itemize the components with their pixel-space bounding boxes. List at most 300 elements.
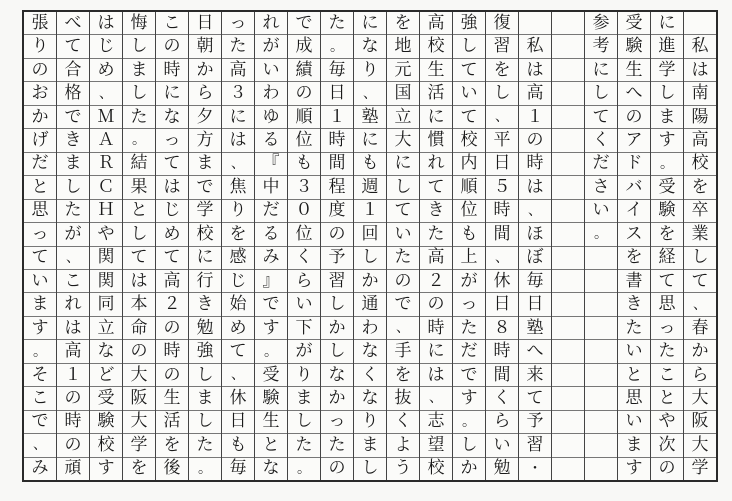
grid-cell: 勉 [493,458,511,479]
grid-cell: 日 [321,82,353,105]
manuscript-column [551,12,584,480]
grid-cell: て [420,176,452,199]
grid-cell: し [453,434,485,457]
grid-cell: か [321,387,353,410]
grid-cell: て [123,247,155,270]
grid-cell: り [354,59,386,82]
grid-cell: 時 [519,153,551,176]
grid-cell: 『 [255,153,287,176]
grid-cell: 通 [354,293,386,316]
grid-cell: に [420,106,452,129]
grid-cell: 。 [651,153,683,176]
grid-cell: き [57,129,89,152]
grid-cell: わ [354,317,386,340]
grid-cell: ど [90,364,122,387]
grid-cell: 、 [222,364,254,387]
grid-cell: 時 [57,411,89,434]
grid-cell: し [57,176,89,199]
grid-cell: と [255,434,287,457]
grid-cell: い [24,270,56,293]
grid-cell: て [156,153,188,176]
grid-cell: が [453,270,485,293]
grid-cell [552,270,584,293]
grid-cell: Ｍ [90,106,122,129]
grid-cell: た [288,434,320,457]
grid-cell: 、 [420,387,452,410]
grid-cell: 来 [519,364,551,387]
grid-cell: め [222,317,254,340]
grid-cell: て [684,270,716,293]
grid-cell: る [255,129,287,152]
grid-cell: 績 [288,59,320,82]
grid-cell: は [519,59,551,82]
grid-cell: 受 [651,176,683,199]
grid-cell [552,176,584,199]
grid-cell: 私 [519,35,551,58]
grid-cell: ま [288,387,320,410]
grid-cell: か [321,317,353,340]
grid-cell: の [328,458,346,479]
grid-cell: 習 [321,270,353,293]
grid-cell: は [519,176,551,199]
grid-cell: 学 [651,59,683,82]
grid-cell [552,59,584,82]
grid-cell: い [255,59,287,82]
grid-cell: 日 [222,411,254,434]
grid-cell: た [222,35,254,58]
grid-cell: 、 [486,106,518,129]
grid-cell: ３ [288,176,320,199]
grid-cell: も [354,153,386,176]
grid-cell: っ [156,129,188,152]
manuscript-column [650,12,683,480]
grid-cell: 思 [651,293,683,316]
manuscript-column [320,12,353,480]
grid-cell: る [255,223,287,246]
grid-cell: な [156,106,188,129]
grid-cell: し [651,82,683,105]
manuscript-column [419,12,452,480]
grid-cell: Ｒ [90,153,122,176]
grid-cell: た [651,340,683,363]
grid-cell: こ [24,387,56,410]
grid-cell: 時 [156,59,188,82]
grid-cell: 平 [486,129,518,152]
grid-cell: し [288,411,320,434]
grid-cell: 日 [486,153,518,176]
grid-cell: て [222,340,254,363]
grid-cell: の [288,82,320,105]
grid-cell: で [453,364,485,387]
grid-cell: し [321,340,353,363]
grid-cell: 参 [585,12,617,35]
grid-cell: 同 [90,293,122,316]
grid-cell: 大 [387,129,419,152]
grid-cell: に [651,12,683,35]
grid-cell [585,270,617,293]
grid-cell: 。 [198,460,212,477]
grid-cell: ０ [288,200,320,223]
manuscript-column [89,12,122,480]
grid-cell: を [156,434,188,457]
grid-cell: 位 [288,129,320,152]
manuscript-column [155,12,188,480]
grid-cell: 進 [651,35,683,58]
grid-cell: 。 [297,460,311,477]
grid-cell: で [288,12,320,35]
grid-cell: 高 [420,247,452,270]
grid-cell: の [57,387,89,410]
grid-cell: よ [387,434,419,457]
grid-cell: し [189,411,221,434]
grid-cell: じ [156,200,188,223]
grid-cell: へ [519,340,551,363]
grid-cell: 生 [618,59,650,82]
grid-cell: っ [453,293,485,316]
manuscript-column [188,12,221,480]
grid-cell: 間 [486,364,518,387]
grid-cell: 、 [57,247,89,270]
manuscript-column [122,12,155,480]
manuscript-column [221,12,254,480]
grid-cell: れ [255,12,287,35]
grid-cell: 強 [189,340,221,363]
grid-cell: ま [24,293,56,316]
grid-cell: 』 [255,270,287,293]
grid-cell: ま [354,434,386,457]
grid-cell: 学 [123,434,155,457]
grid-cell [552,293,584,316]
grid-cell [552,247,584,270]
grid-cell: て [651,270,683,293]
grid-cell [519,12,551,35]
grid-cell: た [387,247,419,270]
grid-cell: 塾 [354,106,386,129]
grid-cell: 験 [90,411,122,434]
grid-cell: 業 [684,223,716,246]
grid-cell: 学 [691,458,709,479]
grid-cell: 立 [90,317,122,340]
grid-cell: を [387,364,419,387]
grid-cell: 、 [90,82,122,105]
grid-cell: も [222,434,254,457]
grid-cell: 予 [321,247,353,270]
grid-cell: み [255,247,287,270]
grid-cell: に [156,82,188,105]
grid-cell [552,387,584,410]
grid-cell [552,364,584,387]
grid-cell: 復 [486,12,518,35]
grid-cell: れ [57,293,89,316]
grid-cell: 焦 [222,176,254,199]
grid-cell: く [486,387,518,410]
grid-cell: に [420,340,452,363]
grid-cell: １ [321,106,353,129]
grid-cell: ８ [486,317,518,340]
grid-cell: 毎 [321,59,353,82]
grid-cell: の [156,35,188,58]
grid-cell: た [321,12,353,35]
grid-cell: 校 [427,458,445,479]
grid-cell: 学 [189,200,221,223]
grid-cell [552,340,584,363]
grid-cell: 毎 [519,270,551,293]
grid-cell: に [387,153,419,176]
grid-cell: 受 [255,364,287,387]
grid-cell: だ [255,200,287,223]
grid-cell: を [222,223,254,246]
grid-cell: 、 [24,434,56,457]
grid-cell: ら [486,411,518,434]
grid-cell: で [24,411,56,434]
grid-cell: っ [321,411,353,434]
grid-cell: じ [90,35,122,58]
grid-cell: 思 [618,387,650,410]
grid-cell: 合 [57,59,89,82]
manuscript-column [287,12,320,480]
grid-cell: じ [222,270,254,293]
grid-cell: 頑 [64,458,82,479]
grid-cell: 高 [420,12,452,35]
grid-cell: 勉 [189,317,221,340]
grid-cell: 験 [651,200,683,223]
manuscript-column [254,12,287,480]
grid-cell: げ [24,129,56,152]
grid-cell: 高 [519,82,551,105]
grid-cell: だ [585,153,617,176]
grid-cell: に [189,247,221,270]
grid-cell: 夕 [189,106,221,129]
genkou-grid [22,10,718,482]
grid-cell [684,12,716,35]
grid-cell: す [453,387,485,410]
grid-cell: し [486,82,518,105]
grid-cell: 命 [123,317,155,340]
grid-cell [585,293,617,316]
grid-cell: 書 [618,270,650,293]
grid-cell: 行 [189,270,221,293]
grid-cell: し [684,247,716,270]
grid-cell: や [90,223,122,246]
grid-cell: 国 [387,82,419,105]
grid-cell: 感 [222,247,254,270]
grid-cell: 。 [123,129,155,152]
grid-cell: の [321,223,353,246]
grid-cell: 間 [321,153,353,176]
grid-cell: バ [618,176,650,199]
grid-cell [552,458,584,480]
grid-cell: 、 [387,317,419,340]
grid-cell: お [24,82,56,105]
grid-cell: だ [453,340,485,363]
grid-cell: 日 [486,293,518,316]
grid-cell [585,317,617,340]
grid-cell [585,340,617,363]
grid-cell: め [156,223,188,246]
grid-cell: １ [57,364,89,387]
grid-cell: は [222,129,254,152]
grid-cell: 受 [618,12,650,35]
grid-cell: Ｃ [90,176,122,199]
grid-cell: イ [618,200,650,223]
grid-cell [585,387,617,410]
manuscript-column [683,12,716,480]
grid-cell: 望 [420,434,452,457]
grid-cell: 順 [288,106,320,129]
grid-cell: 度 [321,200,353,223]
grid-cell: 地 [387,35,419,58]
grid-cell: 中 [255,176,287,199]
grid-cell [552,153,584,176]
grid-cell: で [57,106,89,129]
grid-cell: い [618,340,650,363]
grid-cell: な [321,364,353,387]
grid-cell: し [123,35,155,58]
grid-cell: た [453,317,485,340]
grid-cell: Ｈ [90,200,122,223]
manuscript-column [386,12,419,480]
grid-cell: 験 [255,387,287,410]
grid-cell: な [354,387,386,410]
grid-cell: っ [651,317,683,340]
grid-cell [552,12,584,35]
grid-cell: た [321,434,353,457]
grid-cell: か [189,59,221,82]
grid-cell: 張 [24,12,56,35]
grid-cell: 阪 [684,411,716,434]
grid-cell: し [123,223,155,246]
grid-cell: し [361,458,379,479]
grid-cell: し [321,293,353,316]
grid-cell: 結 [123,153,155,176]
grid-cell: 休 [222,387,254,410]
grid-cell: ま [57,153,89,176]
grid-cell: 習 [519,434,551,457]
grid-cell: い [618,411,650,434]
grid-cell: く [387,411,419,434]
grid-cell: 大 [123,364,155,387]
grid-cell: の [57,434,89,457]
grid-cell: ら [189,82,221,105]
grid-cell: 、 [486,247,518,270]
grid-cell: 高 [684,129,716,152]
grid-cell: な [262,458,280,479]
grid-cell: み [31,458,49,479]
grid-cell: 次 [651,434,683,457]
grid-cell: で [387,293,419,316]
grid-cell: て [453,106,485,129]
grid-cell [552,434,584,457]
manuscript-column [617,12,650,480]
grid-cell: さ [585,176,617,199]
grid-cell: へ [618,82,650,105]
grid-cell: 生 [156,387,188,410]
grid-cell: も [288,153,320,176]
grid-cell: 強 [453,12,485,35]
grid-cell: っ [222,12,254,35]
grid-cell: は [123,270,155,293]
grid-cell: い [387,223,419,246]
grid-cell: の [658,458,676,479]
grid-cell: 方 [189,129,221,152]
grid-cell: 悔 [123,12,155,35]
grid-cell: を [130,458,148,479]
grid-cell: て [57,35,89,58]
grid-cell: は [156,176,188,199]
grid-cell: 、 [519,200,551,223]
grid-cell: た [189,434,221,457]
grid-cell: か [24,106,56,129]
grid-cell: 志 [420,411,452,434]
grid-cell: は [90,12,122,35]
grid-cell: ほ [519,223,551,246]
grid-cell [585,458,617,480]
grid-cell: い [288,293,320,316]
grid-cell: 校 [90,434,122,457]
grid-cell [552,411,584,434]
grid-cell: で [189,176,221,199]
grid-cell: 時 [486,200,518,223]
grid-cell: す [24,317,56,340]
grid-cell: て [519,387,551,410]
grid-cell: 成 [288,35,320,58]
grid-cell: て [387,200,419,223]
grid-cell: こ [651,364,683,387]
manuscript-column [584,12,617,480]
grid-cell: 位 [453,200,485,223]
grid-cell: 、 [354,82,386,105]
grid-cell: 高 [222,59,254,82]
grid-cell: 阪 [123,387,155,410]
grid-cell: 位 [288,223,320,246]
grid-cell: の [156,317,188,340]
grid-cell: 卒 [684,200,716,223]
grid-cell: 塾 [519,317,551,340]
grid-cell: り [24,35,56,58]
grid-cell: 下 [288,317,320,340]
grid-cell: ま [651,106,683,129]
manuscript-column [353,12,386,480]
grid-cell: を [618,247,650,270]
grid-cell: の [156,364,188,387]
grid-cell: 時 [156,340,188,363]
grid-cell: 大 [684,434,716,457]
grid-cell: き [189,293,221,316]
grid-cell: 関 [90,247,122,270]
grid-cell [552,129,584,152]
grid-cell: の [123,340,155,363]
grid-cell: ま [189,387,221,410]
grid-cell: 日 [519,293,551,316]
grid-cell [585,411,617,434]
grid-cell: と [618,364,650,387]
grid-cell: す [255,317,287,340]
grid-cell: が [255,35,287,58]
grid-cell: 私 [684,35,716,58]
grid-cell: し [387,176,419,199]
grid-cell: 活 [420,82,452,105]
grid-cell: 。 [321,35,353,58]
grid-cell: し [453,35,485,58]
grid-cell: 休 [486,270,518,293]
grid-cell: 大 [123,411,155,434]
grid-cell: 果 [123,176,155,199]
grid-cell: 、 [684,293,716,316]
grid-cell: ま [618,434,650,457]
grid-cell: の [618,106,650,129]
grid-cell: て [585,106,617,129]
grid-cell: す [625,458,643,479]
